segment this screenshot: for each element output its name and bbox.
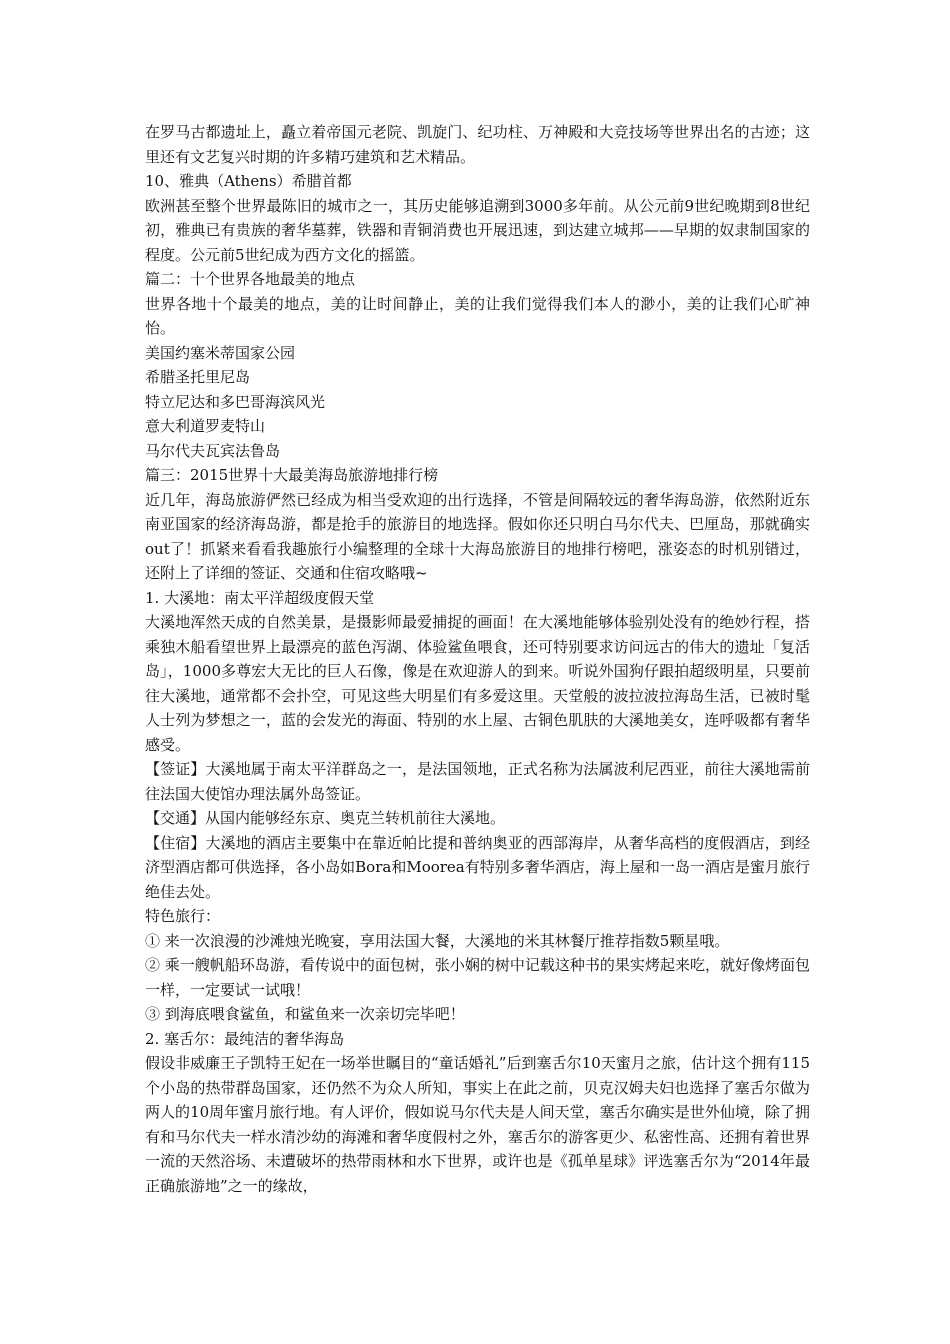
paragraph-rome-sites: 在罗马古都遗址上，矗立着帝国元老院、凯旋门、纪功柱、万神殿和大竞技场等世界出名的古迹；这里还有文艺复兴时期的许多精巧建筑和艺术精品。 (145, 123, 810, 166)
heading-athens: 10、雅典（Athens）希腊首都 (145, 172, 352, 190)
list-item-trinidad: 特立尼达和多巴哥海滨风光 (145, 392, 326, 411)
section-heading-2: 篇二：十个世界各地最美的地点 (145, 270, 356, 288)
paragraph-section-3-intro: 近几年，海岛旅游俨然已经成为相当受欢迎的出行选择，不管是间隔较远的奢华海岛游，依然附近东南亚国家的经济海岛游，都是抢手的旅游目的地选择。假如你还只明白马尔代夫、巴厘岛，那就确实out了！抓紧来看看我趣旅行小编整理的全球十大海岛旅游目的地排行榜吧，涨姿态的时机别错过，还附上了详细的签证、交通和住宿攻略哦~ (145, 490, 810, 582)
document-body (145, 120, 810, 1198)
list-item-dolomites: 意大利道罗麦特山 (145, 417, 266, 435)
list-item-special-2: ② 乘一艘帆船环岛游，看传说中的面包树，张小娴的树中记载这种书的果实烤起来吃，就好像烤面包一样，一定要试一试哦！ (145, 956, 810, 999)
list-item-maldives: 马尔代夫瓦宾法鲁岛 (145, 441, 281, 460)
paragraph-tahiti-lodging: 【住宿】大溪地的酒店主要集中在靠近帕比提和普纳奥亚的西部海岸，从奢华高档的度假酒店，到经济型酒店都可供选择，各小岛如Bora和Moorea有特别多奢华酒店，海上屋和一岛一酒店是蜜月旅行绝佳去处。 (145, 833, 810, 901)
paragraph-seychelles: 假设非威廉王子凯特王妃在一场举世瞩目的“童话婚礼”后到塞舌尔10天蜜月之旅，估计这个拥有115个小岛的热带群岛国家，还仍然不为众人所知，事实上在此之前，贝克汉姆夫妇也选择了塞舌尔做为两人的10周年蜜月旅行地。有人评价，假如说马尔代夫是人间天堂，塞舌尔确实是世外仙境，除了拥有和马尔代夫一样水清沙幼的海滩和奢华度假村之外，塞舌尔的游客更少、私密性高、还拥有着世界一流的天然浴场、未遭破坏的热带雨林和水下世界，或许也是《孤单星球》评选塞舌尔为“2014年最正确旅游地”之一的缘故， (145, 1054, 810, 1195)
list-item-special-3: ③ 到海底喂食鲨鱼，和鲨鱼来一次亲切完毕吧！ (145, 1005, 465, 1023)
list-item-santorini: 希腊圣托里尼岛 (145, 368, 251, 386)
heading-tahiti: 1. 大溪地：南太平洋超级度假天堂 (145, 588, 375, 607)
paragraph-tahiti-transport: 【交通】从国内能够经东京、奥克兰转机前往大溪地。 (145, 809, 506, 827)
paragraph-athens: 欧洲甚至整个世界最陈旧的城市之一，其历史能够追溯到3000多年前。从公元前9世纪晚期到8世纪初，雅典已有贵族的奢华墓葬，铁器和青铜消费也开展迅速，到达建立城邦——早期的奴隶制国家的程度。公元前5世纪成为西方文化的摇篮。 (145, 196, 810, 264)
list-item-yosemite: 美国约塞米蒂国家公园 (145, 343, 296, 362)
section-heading-3: 篇三：2015世界十大最美海岛旅游地排行榜 (145, 466, 439, 484)
paragraph-section-2-intro: 世界各地十个最美的地点，美的让时间静止，美的让我们觉得我们本人的渺小，美的让我们心旷神怡。 (145, 294, 810, 337)
heading-seychelles: 2. 塞舌尔：最纯洁的奢华海岛 (145, 1029, 345, 1048)
heading-special-travel: 特色旅行： (145, 907, 221, 925)
paragraph-tahiti-visa: 【签证】大溪地属于南太平洋群岛之一，是法国领地，正式名称为法属波利尼西亚，前往大溪地需前往法国大使馆办理法属外岛签证。 (145, 760, 810, 803)
paragraph-tahiti: 大溪地浑然天成的自然美景，是摄影师最爱捕捉的画面！在大溪地能够体验别处没有的绝妙行程，搭乘独木船看望世界上最漂亮的蓝色泻湖、体验鲨鱼喂食，还可特别要求访问远古的伟大的遗址「复活岛」，1000多尊宏大无比的巨人石像，像是在欢迎游人的到来。听说外国狗仔跟拍超级明星，只要前往大溪地，通常都不会扑空，可见这些大明星们有多爱这里。天堂般的波拉波拉海岛生活，已被时髦人士列为梦想之一，蓝的会发光的海面、特别的水上屋、古铜色肌肤的大溪地美女，连呼吸都有奢华感受。 (145, 613, 810, 754)
list-item-special-1: ① 来一次浪漫的沙滩烛光晚宴，享用法国大餐，大溪地的米其林餐厅推荐指数5颗星哦。 (145, 931, 730, 950)
